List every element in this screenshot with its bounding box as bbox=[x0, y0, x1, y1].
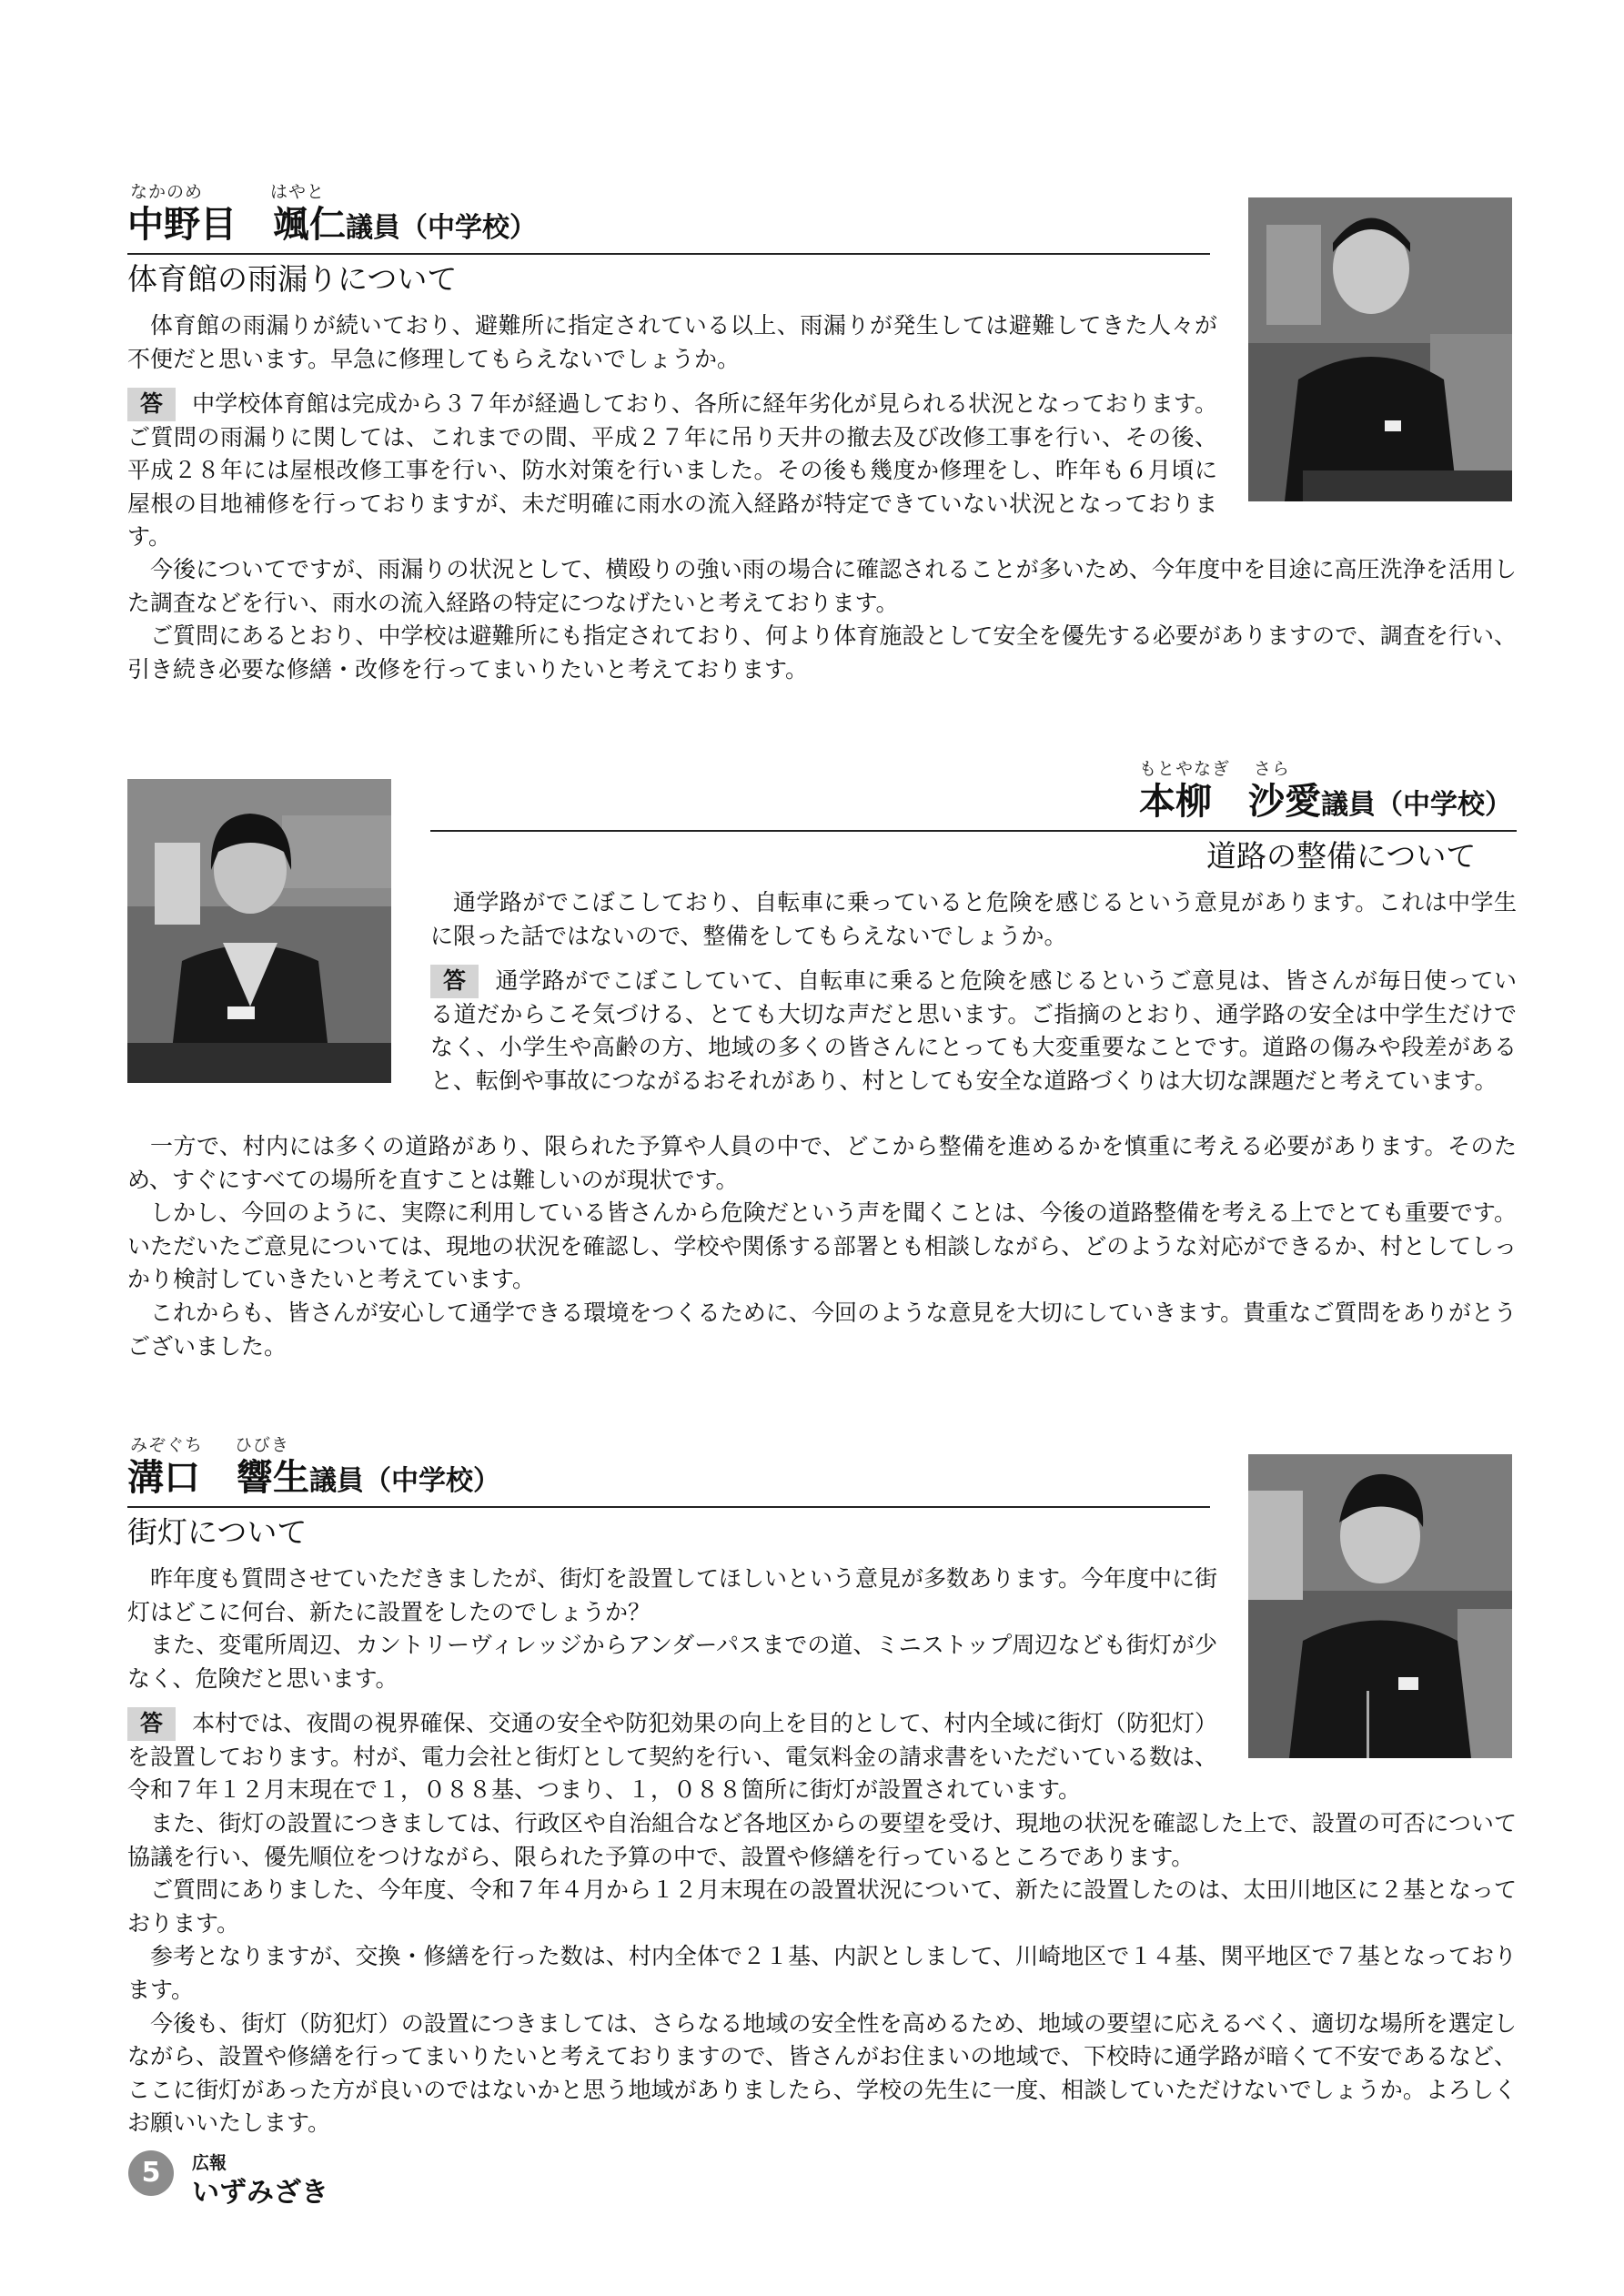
answer-paragraph: 一方で、村内には多くの道路があり、限られた予算や人員の中で、どこから整備を進めるかを慎重に考える必要があります。そのため、すぐにすべての場所を直すことは難しいのが現状です。 bbox=[127, 1133, 1517, 1193]
ruby-family-1: なかのめ bbox=[130, 182, 204, 202]
member-title-suffix: 議員（中学校） bbox=[309, 1465, 500, 1497]
member-name-text: 本柳 沙愛 bbox=[1139, 781, 1321, 823]
member-name-text: 溝口 響生 bbox=[127, 1457, 309, 1499]
portrait-image bbox=[127, 779, 391, 1083]
member-name-1 bbox=[127, 204, 537, 246]
answer-block-2-b bbox=[127, 1130, 1517, 1363]
answer-paragraph: しかし、今回のように、実際に利用している皆さんから危険だという声を聞くことは、今後の道路整備を考える上でとても重要です。いただいたご意見については、現地の状況を確認し、学校や関係する部署とも相談しながら、どのような対応ができるか、村としてしっかり検討していきたいと考えています。 bbox=[127, 1199, 1517, 1293]
answer-text: 中学校体育館は完成から３７年が経過しており、各所に経年劣化が見られる状況となっております。ご質問の雨漏りに関しては、これまでの間、平成２７年に吊り天井の撤去及び改修工事を行い、その後、平成２８年には屋根改修工事を行い、防水対策を行いました。その後も幾度か修理をし、昨年も６月頃に屋根の目地補修を行っておりますが、未だ明確に雨水の流入経路が特定できていない状況となっております。 bbox=[127, 390, 1217, 551]
answer-text: 通学路がでこぼこしていて、自転車に乗ると危険を感じるというご意見は、皆さんが毎日使っている道だからこそ気づける、とても大切な声だと思います。ご指摘のとおり、通学路の安全は中学生だけでなく、小学生や高齢の方、地域の多くの皆さんにとっても大変重要なことです。道路の傷みや段差があると、転倒や事故につながるおそれがあり、村としても安全な道路づくりは大切な課題だと考えています。 bbox=[430, 967, 1517, 1094]
page-number-badge: 5 bbox=[128, 2150, 174, 2196]
section-rule-3 bbox=[127, 1506, 1210, 1508]
answer-tag: 答 bbox=[430, 965, 479, 998]
ruby-family-3: みぞぐち bbox=[130, 1435, 204, 1455]
answer-text: 本村では、夜間の視界確保、交通の安全や防犯効果の向上を目的として、村内全域に街灯（防犯灯）を設置しております。村が、電力会社と街灯として契約を行い、電気料金の請求書をいただいている数は、令和７年１２月末現在で１，０８８基、つまり、１，０８８箇所に街灯が設置されています。 bbox=[127, 1710, 1218, 1804]
question-block-3 bbox=[127, 1563, 1217, 1695]
topic-heading-2: 道路の整備について bbox=[1206, 838, 1477, 874]
answer-tag: 答 bbox=[127, 1707, 176, 1741]
answer-paragraph: ご質問にありました、今年度、令和７年４月から１２月末現在の設置状況について、新たに設置したのは、太田川地区に２基となっております。 bbox=[127, 1876, 1517, 1937]
ruby-given-3: ひびき bbox=[235, 1435, 290, 1455]
answer-paragraph bbox=[430, 965, 1517, 1097]
topic-heading-3: 街灯について bbox=[127, 1514, 308, 1550]
publication-label: 広報 bbox=[192, 2153, 227, 2173]
answer-paragraph: 今後についてですが、雨漏りの状況として、横殴りの強い雨の場合に確認されることが多いため、今年度中を目途に高圧洗浄を活用した調査などを行い、雨水の流入経路の特定につなげたいと考えております。 bbox=[127, 556, 1517, 616]
member-photo-3 bbox=[1248, 1454, 1512, 1758]
answer-paragraph: 今後も、街灯（防犯灯）の設置につきましては、さらなる地域の安全性を高めるため、地域の要望に応えるべく、適切な場所を選定しながら、設置や修繕を行ってまいりたいと考えておりますので、皆さんがお住まいの地域で、下校時に通学路が暗くて不安であるなど、ここに街灯があった方が良いのではないかと思う地域がありましたら、学校の先生に一度、相談していただけないでしょうか。よろしくお願いいたします。 bbox=[127, 2009, 1517, 2137]
member-title-suffix: 議員（中学校） bbox=[1321, 789, 1512, 821]
question-block-1 bbox=[127, 309, 1217, 376]
answer-paragraph bbox=[127, 1707, 1217, 1807]
member-name-2 bbox=[1139, 781, 1512, 823]
answer-tag: 答 bbox=[127, 388, 176, 421]
answer-block-2-a bbox=[430, 965, 1517, 1097]
answer-block-1-b bbox=[127, 553, 1517, 686]
answer-block-3-b bbox=[127, 1807, 1517, 2140]
answer-paragraph: また、街灯の設置につきましては、行政区や自治組合など各地区からの要望を受け、現地の状況を確認した上で、設置の可否について協議を行い、優先順位をつけながら、限られた予算の中で、設置や修繕を行っているところであります。 bbox=[127, 1810, 1517, 1870]
member-name-3 bbox=[127, 1457, 500, 1499]
ruby-given-1: はやと bbox=[270, 182, 326, 202]
question-text: 通学路がでこぼこしており、自転車に乗っていると危険を感じるという意見があります。これは中学生に限った話ではないので、整備をしてもらえないでしょうか。 bbox=[430, 889, 1517, 949]
ruby-family-2: もとやなぎ bbox=[1139, 759, 1231, 779]
ruby-given-2: さら bbox=[1254, 759, 1291, 779]
section-rule-1 bbox=[127, 253, 1210, 255]
portrait-image bbox=[1248, 1454, 1512, 1758]
answer-paragraph bbox=[127, 388, 1217, 554]
publication-name: いずみざき bbox=[192, 2177, 328, 2209]
section-rule-2 bbox=[430, 830, 1517, 832]
member-photo-1 bbox=[1248, 197, 1512, 501]
member-title-suffix: 議員（中学校） bbox=[346, 212, 537, 244]
topic-heading-1: 体育館の雨漏りについて bbox=[127, 261, 458, 297]
answer-block-3-a bbox=[127, 1707, 1217, 1807]
answer-block-1-a bbox=[127, 388, 1217, 554]
member-photo-2 bbox=[127, 779, 391, 1083]
question-text: また、変電所周辺、カントリーヴィレッジからアンダーパスまでの道、ミニストップ周辺なども街灯が少なく、危険だと思います。 bbox=[127, 1632, 1217, 1692]
question-block-2 bbox=[430, 886, 1517, 953]
question-text: 体育館の雨漏りが続いており、避難所に指定されている以上、雨漏りが発生しては避難してきた人々が不便だと思います。早急に修理してもらえないでしょうか。 bbox=[127, 312, 1217, 372]
answer-paragraph: これからも、皆さんが安心して通学できる環境をつくるために、今回のような意見を大切にしていきます。貴重なご質問をありがとうございました。 bbox=[127, 1299, 1517, 1360]
question-text: 昨年度も質問させていただきましたが、街灯を設置してほしいという意見が多数あります。今年度中に街灯はどこに何台、新たに設置をしたのでしょうか？ bbox=[127, 1565, 1218, 1625]
member-name-text: 中野目 颯仁 bbox=[127, 204, 346, 246]
answer-paragraph: ご質問にあるとおり、中学校は避難所にも指定されており、何より体育施設として安全を優先する必要がありますので、調査を行い、引き続き必要な修繕・改修を行ってまいりたいと考えております。 bbox=[127, 622, 1517, 683]
answer-paragraph: 参考となりますが、交換・修繕を行った数は、村内全体で２１基、内訳としまして、川崎地区で１４基、関平地区で７基となっております。 bbox=[127, 1943, 1517, 2003]
portrait-image bbox=[1248, 197, 1512, 501]
